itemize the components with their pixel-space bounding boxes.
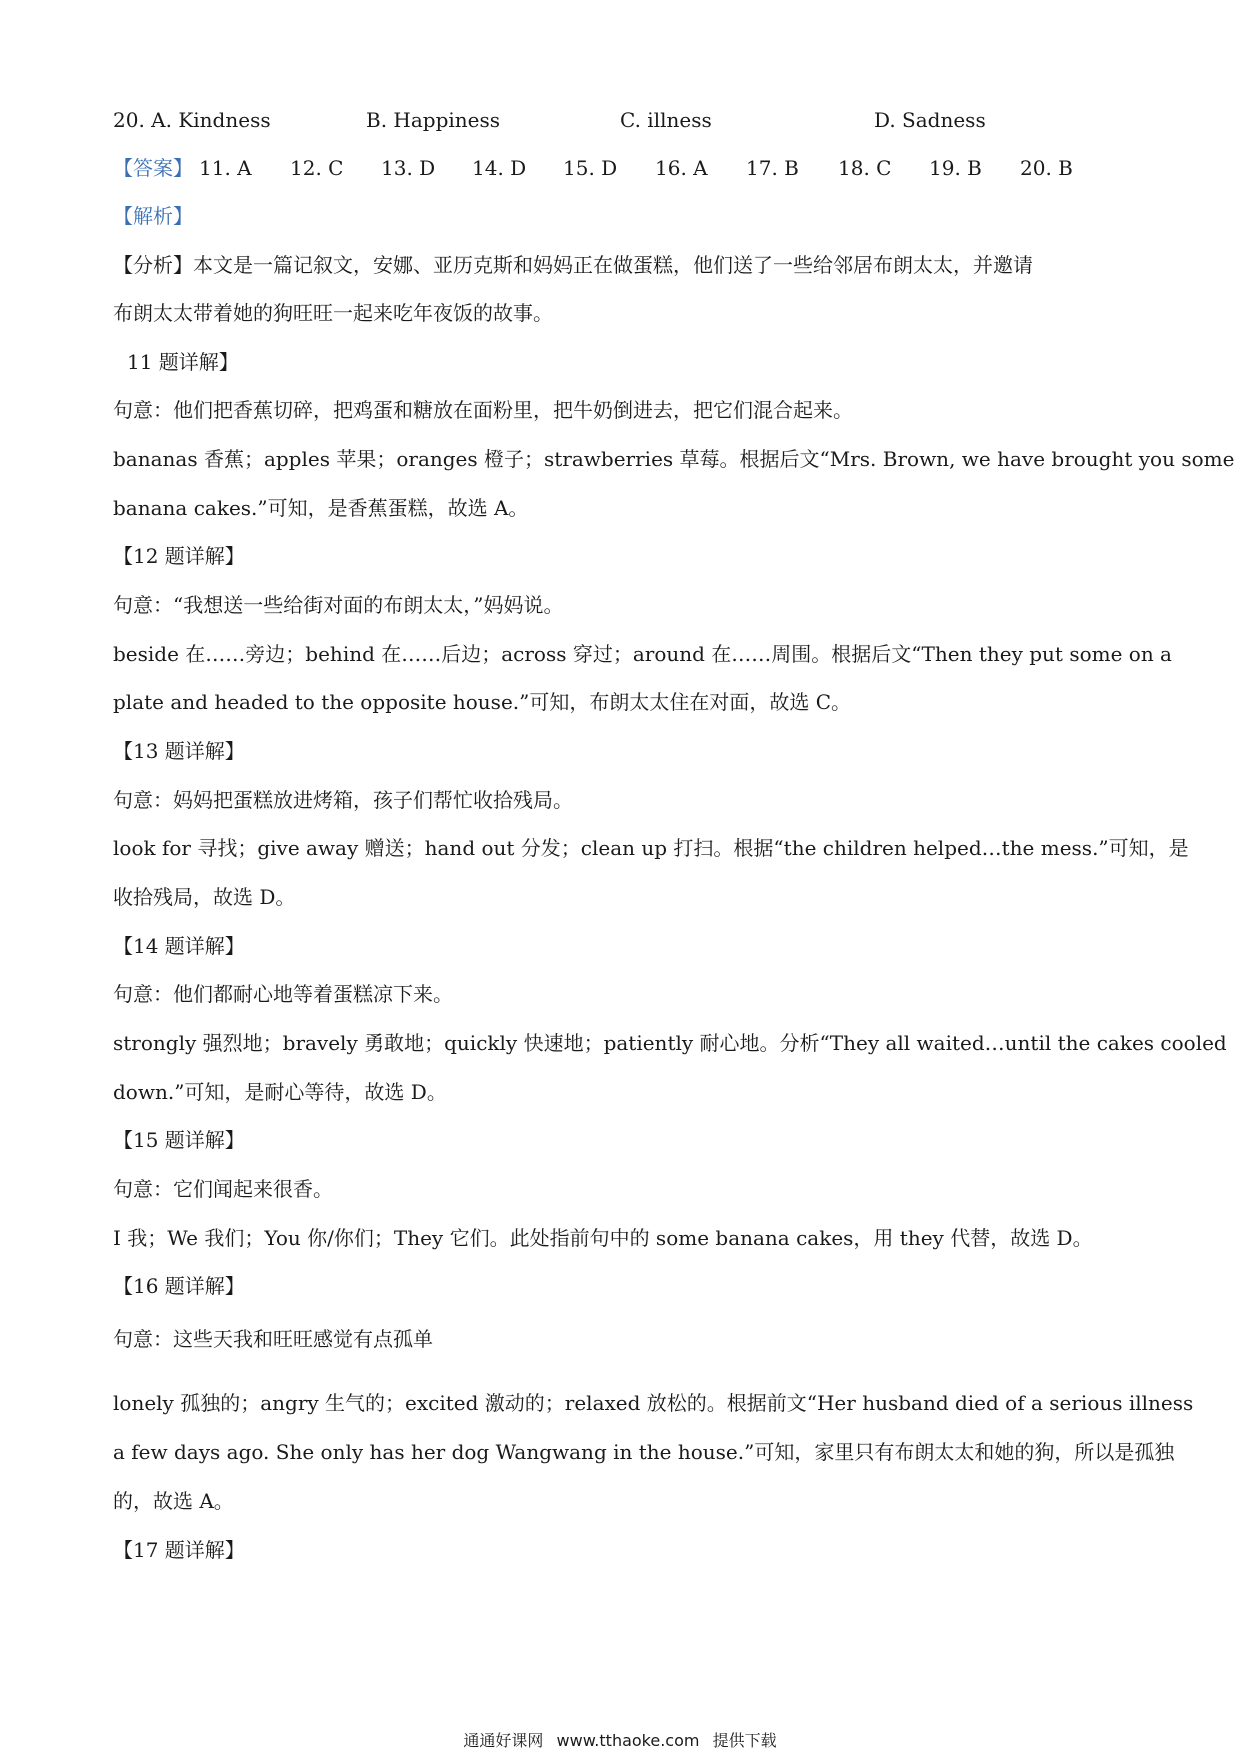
answer-item: 18. C — [838, 156, 892, 180]
page-footer — [0, 1728, 1240, 1751]
answer-item: 14. D — [472, 156, 527, 180]
analysis-label: 【解析】 — [113, 204, 193, 228]
explanation-line: banana cakes.”可知，是香蕉蛋糕，故选 A。 — [113, 496, 529, 520]
section-heading-11: 11 题详解】 — [127, 350, 239, 374]
sentence-meaning: 句意：妈妈把蛋糕放进烤箱，孩子们帮忙收拾残局。 — [113, 788, 573, 812]
q20-number: 20. — [113, 108, 145, 132]
analysis-summary-line: 布朗太太带着她的狗旺旺一起来吃年夜饭的故事。 — [113, 301, 553, 325]
q20-option-c: C. illness — [620, 108, 712, 132]
answer-item: 19. B — [929, 156, 982, 180]
section-heading-12: 【12 题详解】 — [113, 544, 245, 568]
q20-option-a-text: A. Kindness — [151, 108, 271, 132]
explanation-line: lonely 孤独的；angry 生气的；excited 激动的；relaxed 放松的。根据前文“Her husband died of a serious illness — [113, 1391, 1194, 1415]
section-heading-17: 【17 题详解】 — [113, 1538, 245, 1562]
explanation-line: a few days ago. She only has her dog Wangwang in the house.”可知，家里只有布朗太太和她的狗，所以是孤独 — [113, 1440, 1175, 1464]
section-heading-13: 【13 题详解】 — [113, 739, 245, 763]
answer-label: 【答案】 — [113, 156, 193, 180]
sentence-meaning: 句意：他们把香蕉切碎，把鸡蛋和糖放在面粉里，把牛奶倒进去，把它们混合起来。 — [113, 398, 853, 422]
sentence-meaning: 句意：它们闻起来很香。 — [113, 1177, 333, 1201]
answer-item: 20. B — [1020, 156, 1073, 180]
explanation-line: I 我；We 我们；You 你/你们；They 它们。此处指前句中的 some banana cakes，用 they 代替，故选 D。 — [113, 1226, 1093, 1250]
sentence-meaning: 句意：“我想送一些给街对面的布朗太太，”妈妈说。 — [113, 593, 564, 617]
sentence-meaning: 句意：他们都耐心地等着蛋糕凉下来。 — [113, 982, 453, 1006]
answer-item: 17. B — [746, 156, 799, 180]
explanation-line: plate and headed to the opposite house.”可知，布朗太太住在对面，故选 C。 — [113, 690, 852, 714]
q20-option-a — [113, 106, 271, 134]
answer-item: 12. C — [290, 156, 344, 180]
footer-site-name: 通通好课网 — [463, 1731, 544, 1750]
explanation-line: look for 寻找；give away 赠送；hand out 分发；clean up 打扫。根据“the children helped…the mess.”可知，是 — [113, 836, 1189, 860]
section-heading-14: 【14 题详解】 — [113, 934, 245, 958]
footer-url[interactable]: www.tthaoke.com — [556, 1731, 700, 1750]
explanation-line: beside 在……旁边；behind 在……后边；across 穿过；around 在……周围。根据后文“Then they put some on a — [113, 642, 1172, 666]
section-heading-16: 【16 题详解】 — [113, 1274, 245, 1298]
explanation-line: 的，故选 A。 — [113, 1489, 234, 1513]
answer-item: 11. A — [199, 156, 252, 180]
explanation-line: down.”可知，是耐心等待，故选 D。 — [113, 1080, 447, 1104]
answer-item: 15. D — [563, 156, 618, 180]
section-heading-15: 【15 题详解】 — [113, 1128, 245, 1152]
analysis-summary-line: 【分析】本文是一篇记叙文，安娜、亚历克斯和妈妈正在做蛋糕，他们送了一些给邻居布朗太太，并邀请 — [113, 253, 1033, 277]
answer-item: 16. A — [655, 156, 708, 180]
footer-suffix: 提供下载 — [712, 1731, 777, 1750]
explanation-line: 收拾残局，故选 D。 — [113, 885, 296, 909]
explanation-line: bananas 香蕉；apples 苹果；oranges 橙子；strawberries 草莓。根据后文“Mrs. Brown, we have brought you some — [113, 447, 1235, 471]
q20-option-b: B. Happiness — [366, 108, 501, 132]
sentence-meaning: 句意：这些天我和旺旺感觉有点孤单 — [113, 1327, 433, 1351]
answer-item: 13. D — [381, 156, 436, 180]
q20-option-d: D. Sadness — [874, 108, 986, 132]
explanation-line: strongly 强烈地；bravely 勇敢地；quickly 快速地；patiently 耐心地。分析“They all waited…until the cakes cooled — [113, 1031, 1227, 1055]
